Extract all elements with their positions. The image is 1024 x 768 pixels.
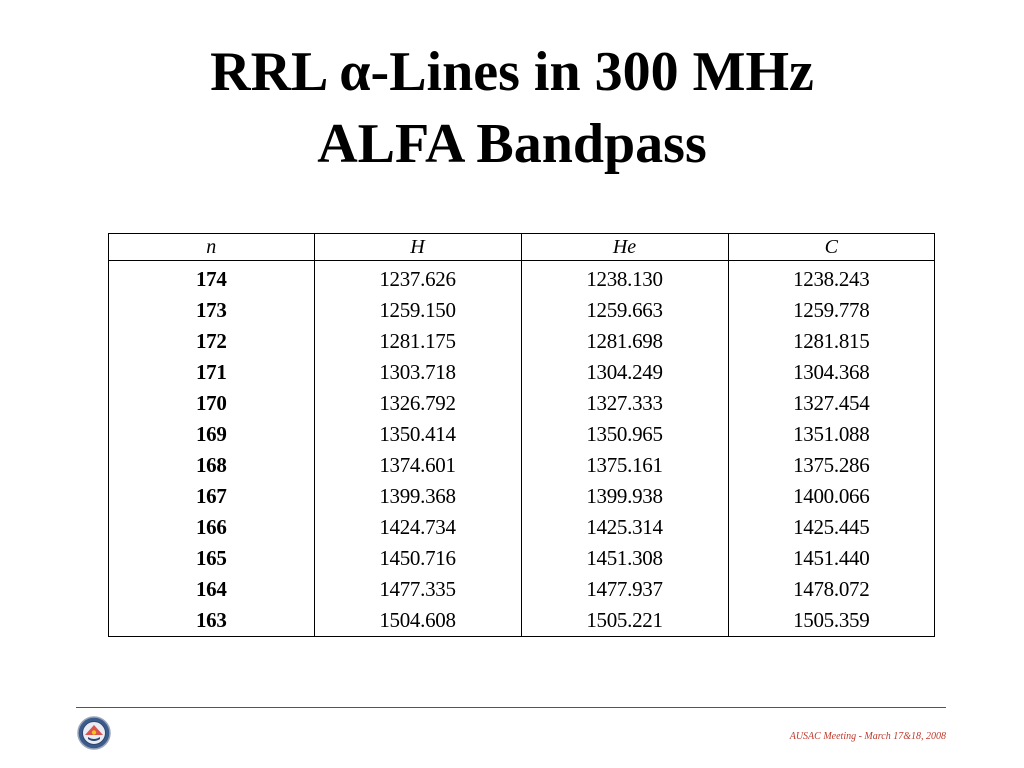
cell-n: 165 [195,546,227,570]
cell-n: 169 [195,422,227,446]
cell-c: 1351.088 [728,419,934,450]
cell-he: 1327.333 [521,388,728,419]
table-row [109,481,934,512]
header-c: C [728,234,934,261]
cell-n: 166 [195,515,227,539]
header-n: n [109,234,314,261]
cell-n: 168 [195,453,227,477]
rrl-table-container [108,233,935,637]
cell-c: 1281.815 [728,326,934,357]
cell-h: 1326.792 [314,388,521,419]
cell-he: 1451.308 [521,543,728,574]
cell-h: 1399.368 [314,481,521,512]
cell-c: 1505.359 [728,605,934,636]
cell-he: 1425.314 [521,512,728,543]
header-h: H [314,234,521,261]
cell-c: 1451.440 [728,543,934,574]
cell-h: 1504.608 [314,605,521,636]
table-row [109,605,934,636]
cell-he: 1350.965 [521,419,728,450]
cell-n: 173 [195,298,227,322]
cell-he: 1399.938 [521,481,728,512]
cell-h: 1477.335 [314,574,521,605]
table-row [109,261,934,296]
table-row [109,295,934,326]
title-suffix: -Lines in 300 MHz [370,41,814,103]
title-line-2: ALFA Bandpass [317,113,707,175]
alpha-symbol: α [339,41,371,103]
cell-c: 1259.778 [728,295,934,326]
cell-h: 1450.716 [314,543,521,574]
cell-he: 1281.698 [521,326,728,357]
header-he: He [521,234,728,261]
rrl-frequency-table [109,234,934,636]
table-row [109,419,934,450]
table-row [109,543,934,574]
cell-n: 163 [195,608,227,632]
cell-h: 1303.718 [314,357,521,388]
cell-h: 1281.175 [314,326,521,357]
cell-c: 1400.066 [728,481,934,512]
cell-n: 170 [195,391,227,415]
footer-divider [76,707,946,708]
cell-n: 164 [195,577,227,601]
cell-he: 1477.937 [521,574,728,605]
cell-h: 1424.734 [314,512,521,543]
title-line-1 [0,36,1024,108]
cell-he: 1304.249 [521,357,728,388]
cell-he: 1259.663 [521,295,728,326]
cell-c: 1478.072 [728,574,934,605]
cell-c: 1304.368 [728,357,934,388]
cell-n: 167 [195,484,227,508]
cell-he: 1505.221 [521,605,728,636]
cell-c: 1375.286 [728,450,934,481]
table-row [109,574,934,605]
cell-n: 171 [195,360,227,384]
cell-he: 1238.130 [521,261,728,296]
cell-c: 1238.243 [728,261,934,296]
table-row [109,450,934,481]
table-row [109,512,934,543]
cell-he: 1375.161 [521,450,728,481]
cell-c: 1425.445 [728,512,934,543]
slide-title [0,36,1024,180]
title-prefix: RRL [210,41,340,103]
cell-h: 1259.150 [314,295,521,326]
cell-n: 174 [195,267,227,291]
cell-c: 1327.454 [728,388,934,419]
table-row [109,357,934,388]
cell-h: 1237.626 [314,261,521,296]
footer-meeting-text: AUSAC Meeting - March 17&18, 2008 [789,731,946,742]
table-header-row [109,234,934,261]
cell-h: 1374.601 [314,450,521,481]
cell-h: 1350.414 [314,419,521,450]
seal-logo-icon [77,716,111,750]
table-row [109,326,934,357]
cell-n: 172 [195,329,227,353]
table-row [109,388,934,419]
